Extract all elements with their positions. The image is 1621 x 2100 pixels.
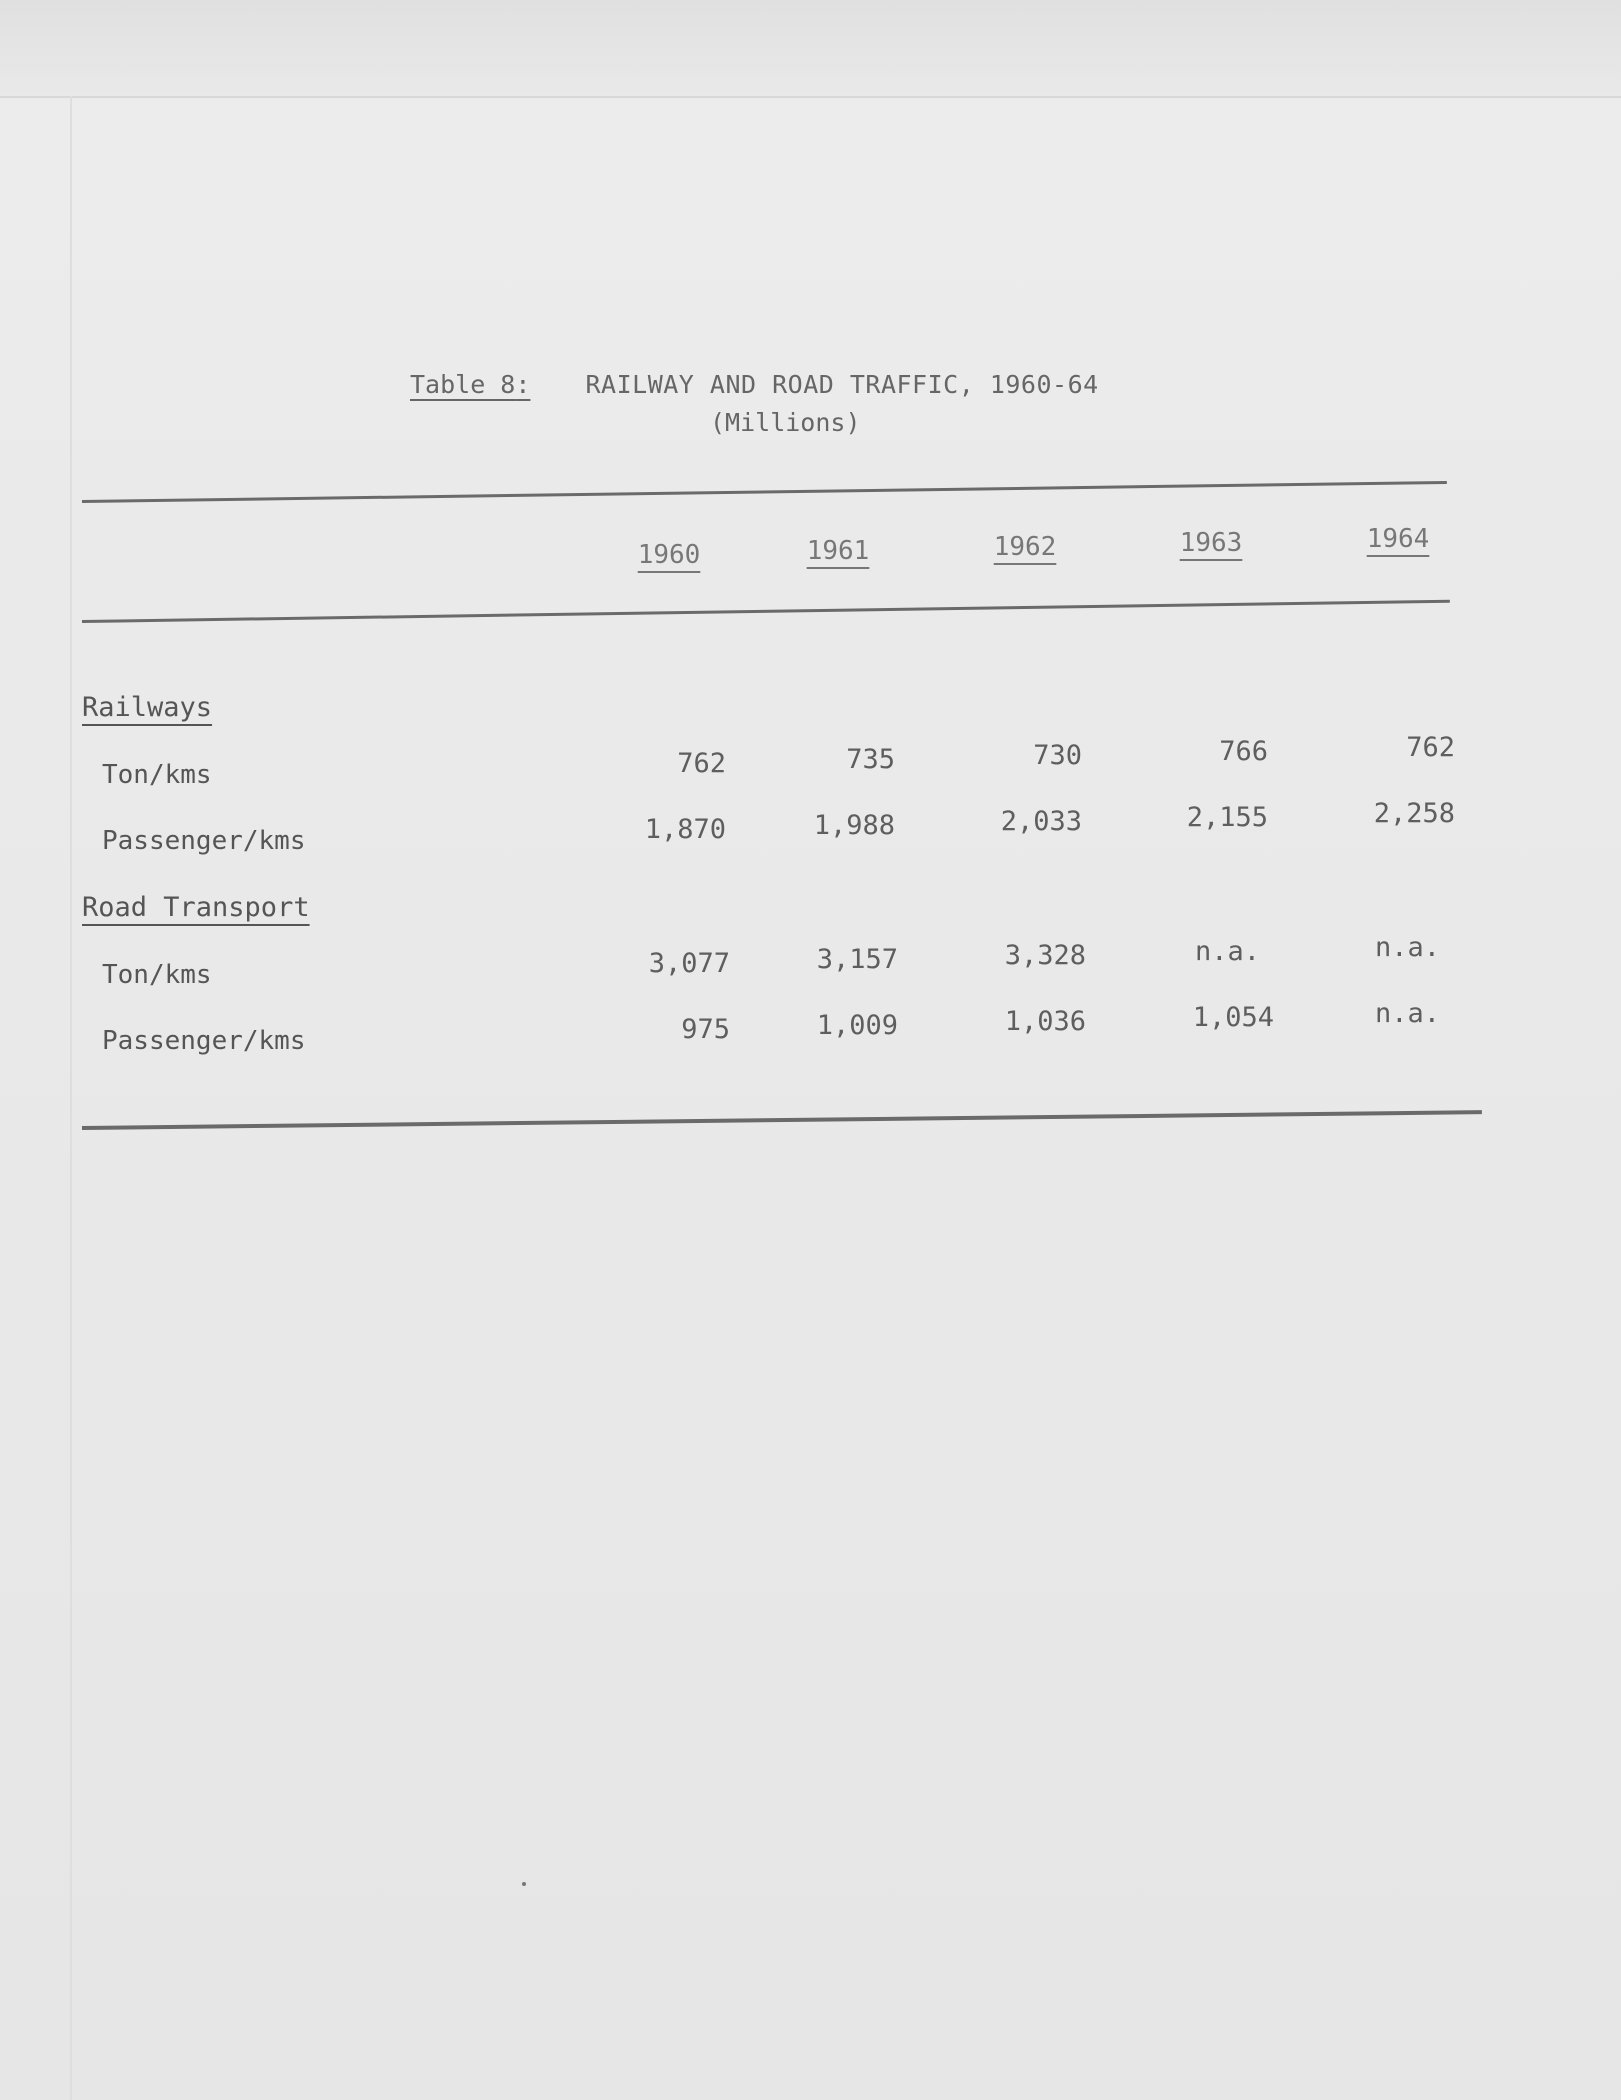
title-line [410,370,1099,399]
cell-railways-ton-1962: 730 [1033,740,1082,771]
cell-railways-pass-1960: 1,870 [644,814,726,845]
cell-railways-pass-1964: 2,258 [1373,798,1455,829]
cell-road-ton-1963: n.a. [1194,936,1260,967]
page-left-edge [70,96,72,2100]
cell-railways-pass-1962: 2,033 [1000,806,1082,837]
cell-railways-ton-1963: 766 [1219,736,1268,767]
cell-railways-pass-1961: 1,988 [813,810,895,841]
header-bottom-rule [82,600,1450,623]
column-header-1963: 1963 [1179,528,1243,558]
table-top-rule [82,481,1447,503]
table-number: Table 8: [410,370,531,399]
page-top-edge [0,0,1621,98]
column-header-1960: 1960 [637,540,701,570]
cell-road-pass-1961: 1,009 [816,1010,898,1041]
table-title-text: RAILWAY AND ROAD TRAFFIC, 1960-64 [585,370,1099,399]
cell-road-ton-1962: 3,328 [1004,940,1086,971]
cell-railways-ton-1964: 762 [1406,732,1455,763]
section-railways: Railways [82,692,213,723]
cell-railways-pass-1963: 2,155 [1186,802,1268,833]
cell-road-pass-1960: 975 [681,1014,730,1045]
row-label-railways-ton-kms: Ton/kms [102,760,212,790]
column-header-1964: 1964 [1366,524,1430,554]
cell-road-pass-1963: 1,054 [1192,1002,1274,1033]
cell-road-ton-1960: 3,077 [648,948,730,979]
section-road-transport: Road Transport [82,892,310,923]
table-bottom-rule [82,1110,1482,1130]
row-label-railways-passenger-kms: Passenger/kms [102,826,306,856]
cell-road-ton-1961: 3,157 [816,944,898,975]
row-label-road-ton-kms: Ton/kms [102,960,212,990]
cell-road-pass-1962: 1,036 [1004,1006,1086,1037]
column-header-1961: 1961 [806,536,870,566]
column-header-1962: 1962 [993,532,1057,562]
cell-road-ton-1964: n.a. [1374,932,1440,963]
row-label-road-passenger-kms: Passenger/kms [102,1026,306,1056]
cell-road-pass-1964: n.a. [1374,998,1440,1029]
table-subtitle: (Millions) [710,408,861,437]
cell-railways-ton-1960: 762 [677,748,726,779]
paper-speck [522,1882,526,1886]
cell-railways-ton-1961: 735 [846,744,895,775]
